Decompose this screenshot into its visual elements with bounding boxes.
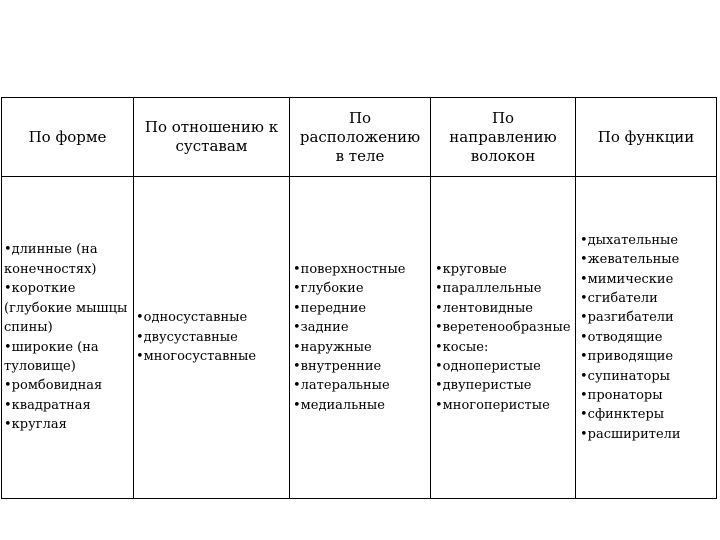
- list-item: • косые:: [435, 338, 571, 357]
- list-item: • длинные (на конечностях): [4, 240, 131, 279]
- list-item: • отводящие: [580, 328, 681, 347]
- list-item: • ромбовидная: [4, 376, 131, 395]
- list-item: • одноперистые: [435, 357, 571, 376]
- list-item: • сгибатели: [580, 289, 681, 308]
- list-item: • лентовидные: [435, 299, 571, 318]
- header-by-joints: По отношению к суставам: [144, 118, 279, 155]
- list-item: • круглая: [4, 415, 131, 434]
- list-item: • широкие (на туловище): [4, 338, 131, 377]
- list-item: • задние: [293, 318, 406, 337]
- list-item: • двусуставные: [136, 328, 256, 347]
- list-item: • мимические: [580, 270, 681, 289]
- list-item: • многоперистые: [435, 396, 571, 415]
- list-item: • многосуставные: [136, 347, 256, 366]
- column-by-joints: [136, 177, 288, 498]
- list-item: • параллельные: [435, 279, 571, 298]
- list-item: • квадратная: [4, 396, 131, 415]
- header-by-shape: По форме: [28, 127, 107, 146]
- column-by-location: [293, 177, 429, 498]
- list-item: • дыхательные: [580, 231, 681, 250]
- list-item: • глубокие: [293, 279, 406, 298]
- column-by-shape: [4, 177, 131, 498]
- list-item: • двуперистые: [435, 376, 571, 395]
- list-item: • веретенообразные: [435, 318, 571, 337]
- column-by-function: [580, 177, 716, 498]
- list-item: • латеральные: [293, 376, 406, 395]
- list-item: • поверхностные: [293, 260, 406, 279]
- muscle-classification-table: [1, 97, 717, 499]
- list-item: • разгибатели: [580, 308, 681, 327]
- list-item: • приводящие: [580, 347, 681, 366]
- list-item: • медиальные: [293, 396, 406, 415]
- list-item: • жевательные: [580, 250, 681, 269]
- list-item: • короткие (глубокие мышцы спины): [4, 279, 131, 337]
- list-item: • наружные: [293, 338, 406, 357]
- list-item: • внутренние: [293, 357, 406, 376]
- list-item: • передние: [293, 299, 406, 318]
- header-by-function: По функции: [597, 127, 695, 146]
- list-item: • сфинктеры: [580, 405, 681, 424]
- column-by-fiber-direction: [435, 177, 574, 498]
- header-by-fiber-direction: По направлению волокон: [449, 108, 557, 165]
- list-item: • пронаторы: [580, 386, 681, 405]
- list-item: • расширители: [580, 425, 681, 444]
- list-item: • односуставные: [136, 308, 256, 327]
- header-by-location: По расположению в теле: [299, 108, 421, 165]
- list-item: • супинаторы: [580, 367, 681, 386]
- list-item: • круговые: [435, 260, 571, 279]
